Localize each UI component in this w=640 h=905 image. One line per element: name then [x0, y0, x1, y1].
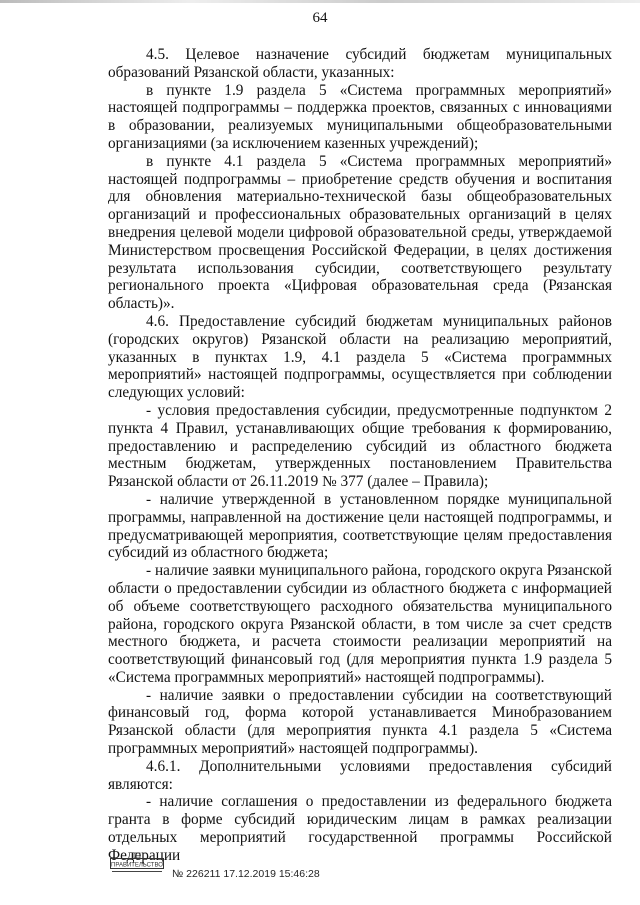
- paragraph: 4.6. Предоставление субсидий бюджетам муниципальных районов (городских округов) Рязанской области на реализацию мероприятий, указанных в пунктах 1.9, 4.1 раздела 5 «Система программных мероприятий» настоящей подпрограммы, осуществляется при соблюдении следующих условий:: [108, 312, 612, 402]
- paragraph: - наличие утвержденной в установленном порядке муниципальной программы, направленной на достижение цели настоящей подпрограммы, и предусматривающей мероприятия, соответствующие целям предоставления субсидий из областного бюджета;: [108, 490, 612, 562]
- paragraph: 4.6.1. Дополнительными условиями предоставления субсидий являются:: [108, 757, 612, 793]
- document-body: [108, 46, 612, 865]
- page-number: 64: [312, 10, 328, 26]
- paragraph: - наличие заявки о предоставлении субсидии на соответствующий финансовый год, форма которой устанавливается Минобразованием Рязанской области (для мероприятия пункта 4.1 раздела 5 «Система программных мероприятий» настоящей подпрограммы).: [108, 686, 612, 758]
- paragraph: 4.5. Целевое назначение субсидий бюджетам муниципальных образований Рязанской области, указанных:: [108, 46, 612, 81]
- scan-edge: [0, 0, 640, 3]
- paragraph: в пункте 1.9 раздела 5 «Система программных мероприятий» настоящей подпрограммы – поддержка проектов, связанных с инновациями в образовании, реализуемых муниципальными общеобразовательными организациями (за исключением казенных учреждений);: [108, 81, 612, 152]
- paragraph: в пункте 4.1 раздела 5 «Система программных мероприятий» настоящей подпрограммы – приобретение средств обучения и воспитания для обновления материально-технической базы общеобразовательных организаций и профессиональных образовательных организаций в целях внедрения целевой модели цифровой образовательной среды, утверждаемой Министерством просвещения Российской Федерации, в целях достижения результата использования субсидии, соответствующего результату регионального проекта «Цифровая образовательная среда (Рязанская область)».: [108, 152, 612, 313]
- svg-text:ПРАВИТЕЛЬСТВО: ПРАВИТЕЛЬСТВО: [111, 862, 163, 869]
- government-logo: [110, 852, 164, 874]
- registration-stamp: № 226211 17.12.2019 15:46:28: [172, 868, 320, 880]
- paragraph: - наличие соглашения о предоставлении из федерального бюджета гранта в форме субсидий юридическим лицам в рамках реализации отдельных мероприятий государственной программы Российской Федерации: [108, 793, 612, 864]
- paragraph: - наличие заявки муниципального района, городского округа Рязанской области о предоставлении субсидии из областного бюджета с информацией об объеме соответствующего расходного обязательства муниципального района, городского округа Рязанской области, в том числе за счет средств местного бюджета, и расчета стоимости реализации мероприятий на соответствующий финансовый год (для мероприятия пункта 1.9 раздела 5 «Система программных мероприятий» настоящей подпрограммы).: [108, 562, 612, 686]
- paragraph: - условия предоставления субсидии, предусмотренные подпунктом 2 пункта 4 Правил, устанавливающих общие требования к формированию, предоставлению и распределению субсидий из областного бюджета местным бюджетам, утвержденных постановлением Правительства Рязанской области от 26.11.2019 № 377 (далее – Правила);: [108, 401, 612, 491]
